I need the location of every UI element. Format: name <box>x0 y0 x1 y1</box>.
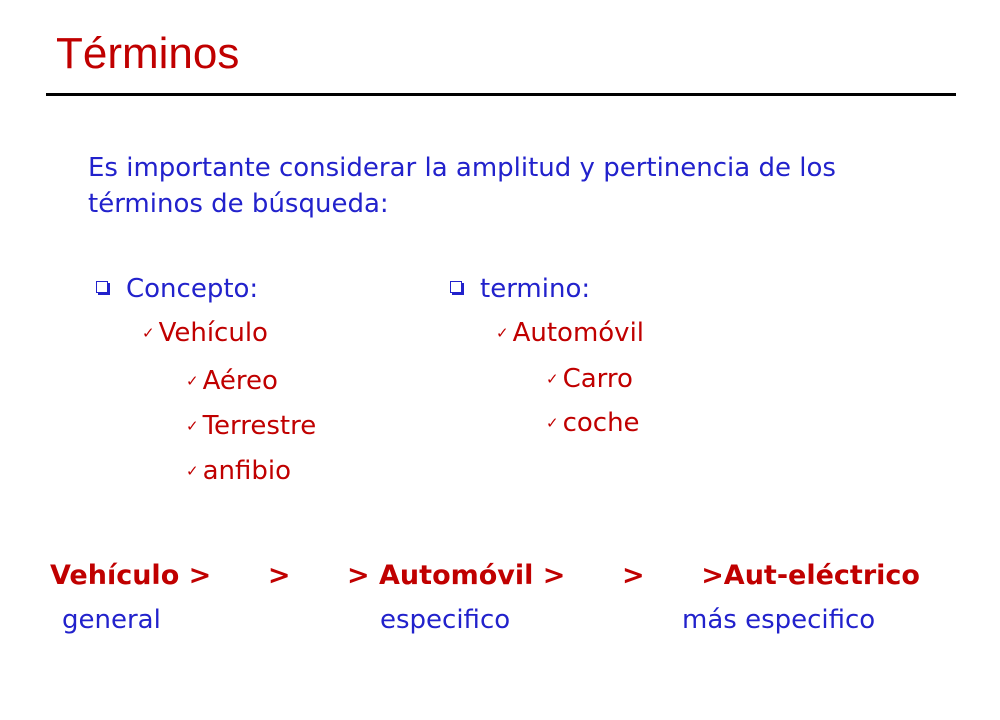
concepto-item-label: Aéreo <box>202 366 278 396</box>
square-bullet-icon <box>450 281 462 293</box>
concepto-item-label: Terrestre <box>202 411 317 441</box>
termino-heading <box>450 276 590 302</box>
flow-step-vehiculo: Vehículo > <box>50 560 212 591</box>
concepto-heading <box>96 276 258 302</box>
concepto-item <box>186 368 278 394</box>
flow-step-electrico: >Aut-eléctrico <box>701 560 920 591</box>
checkmark-icon: ✓ <box>186 372 199 390</box>
checkmark-icon: ✓ <box>546 370 559 388</box>
square-bullet-icon <box>96 281 108 293</box>
termino-label: termino: <box>480 274 591 304</box>
level-mas-especifico: más especifico <box>682 605 876 635</box>
concepto-item-label: anfibio <box>202 456 292 486</box>
flow-separator: > <box>622 560 645 591</box>
termino-item-label: Carro <box>562 364 633 394</box>
termino-item-label: coche <box>562 408 640 438</box>
checkmark-icon: ✓ <box>546 414 559 432</box>
checkmark-icon: ✓ <box>142 324 155 342</box>
intro-text: Es importante considerar la amplitud y pertinencia de los términos de búsqueda: <box>88 153 836 219</box>
level-general: general <box>62 605 161 635</box>
concepto-item <box>142 320 268 346</box>
checkmark-icon: ✓ <box>186 462 199 480</box>
termino-item <box>496 320 644 346</box>
termino-item-label: Automóvil <box>512 318 645 348</box>
level-especifico: especifico <box>380 605 511 635</box>
concepto-label: Concepto: <box>126 274 259 304</box>
flow-separator: > <box>267 560 291 591</box>
checkmark-icon: ✓ <box>186 417 199 435</box>
title-divider <box>46 93 956 96</box>
concepto-item <box>186 413 316 439</box>
checkmark-icon: ✓ <box>496 324 509 342</box>
term-flow <box>50 560 920 591</box>
slide-title: Términos <box>56 29 240 78</box>
concepto-item <box>186 458 291 484</box>
flow-step-automovil: > Automóvil > <box>347 560 566 591</box>
concepto-item-label: Vehículo <box>158 318 268 348</box>
termino-item <box>546 366 633 392</box>
termino-item <box>546 410 640 436</box>
